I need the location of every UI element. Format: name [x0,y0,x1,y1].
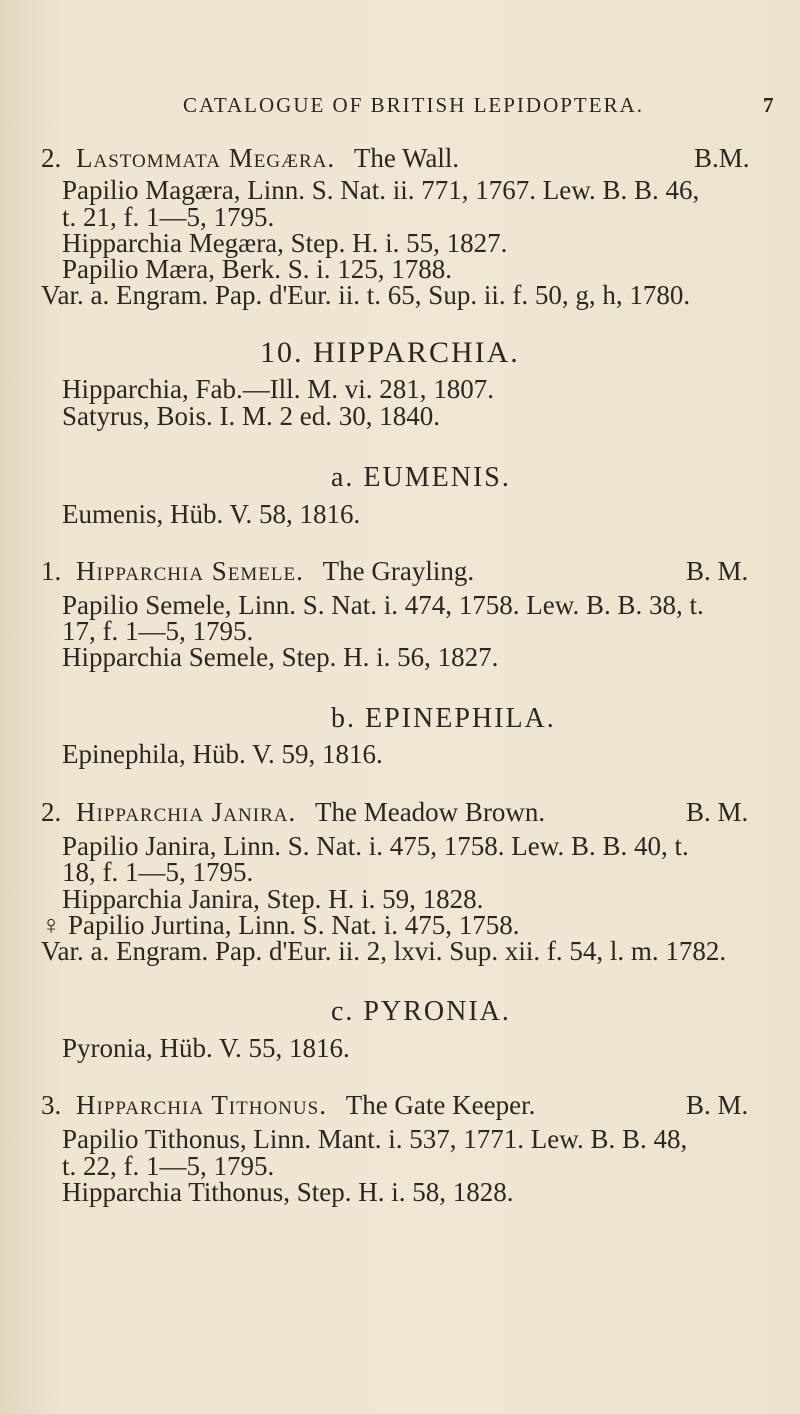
female-synonym-line: ♀ Papilio Jurtina, Linn. S. Nat. i. 475, 1758. [41,910,520,940]
subgenus-heading: c. PYRONIA. [331,996,511,1027]
common-name: The Gate Keeper. [345,1090,536,1120]
species-number: 1. [41,556,62,586]
synonym-line: 17, f. 1—5, 1795. [62,616,254,646]
synonym-line: 18, f. 1—5, 1795. [62,857,254,887]
synonym-line: Papilio Tithonus, Linn. Mant. i. 537, 1771. Lew. B. B. 48, [62,1124,688,1154]
synonym-line: Papilio Janira, Linn. S. Nat. i. 475, 1758. Lew. B. B. 40, t. [62,831,689,861]
genus-heading: 10. HIPPARCHIA. [260,336,520,369]
genus-synonym: Hipparchia, Fab.—Ill. M. vi. 281, 1807. [62,374,494,404]
subgenus-heading: a. EUMENIS. [331,462,511,493]
synonym-line: Hipparchia Megæra, Step. H. i. 55, 1827. [62,228,508,258]
species-number: 2. [41,143,62,173]
synonym-line: Papilio Semele, Linn. S. Nat. i. 474, 1758. Lew. B. B. 38, t. [62,590,704,620]
running-head-title: CATALOGUE OF BRITISH LEPIDOPTERA. [183,93,644,117]
common-name: The Grayling. [322,556,475,586]
species-number: 2. [41,797,62,827]
synonym-line: Hipparchia Tithonus, Step. H. i. 58, 1828. [62,1177,514,1207]
variety-line: Var. a. Engram. Pap. d'Eur. ii. 2, lxvi. Sup. xii. f. 54, l. m. 1782. [41,936,727,966]
common-name: The Meadow Brown. [314,797,546,827]
genus-synonym: Satyrus, Bois. I. M. 2 ed. 30, 1840. [62,401,440,431]
synonym-line: Hipparchia Semele, Step. H. i. 56, 1827. [62,642,499,672]
collection-ref: B. M. [686,797,749,827]
species-name: Hipparchia Semele. [76,556,304,586]
variety-line: Var. a. Engram. Pap. d'Eur. ii. t. 65, Sup. ii. f. 50, g, h, 1780. [41,280,691,310]
species-heading-megaera [41,143,459,173]
synonym-line: Papilio Mæra, Berk. S. i. 125, 1788. [62,254,452,284]
species-heading-semele [41,556,474,586]
synonym-line: Hipparchia Janira, Step. H. i. 59, 1828. [62,884,484,914]
collection-ref: B. M. [686,1090,749,1120]
synonym-line: t. 21, f. 1—5, 1795. [62,202,275,232]
subgenus-heading: b. EPINEPHILA. [331,703,556,734]
species-heading-janira [41,797,545,827]
species-name: Hipparchia Tithonus. [76,1090,327,1120]
synonym-line: Papilio Magæra, Linn. S. Nat. ii. 771, 1767. Lew. B. B. 46, [62,175,700,205]
page-number: 7 [763,93,776,117]
common-name: The Wall. [353,143,460,173]
species-name: Lastommata Megæra. [76,143,336,173]
collection-ref: B. M. [686,556,749,586]
subgenus-synonym: Eumenis, Hüb. V. 58, 1816. [62,499,361,529]
collection-ref: B.M. [694,143,750,173]
species-name: Hipparchia Janira. [76,797,297,827]
species-number: 3. [41,1090,62,1120]
subgenus-synonym: Epinephila, Hüb. V. 59, 1816. [62,739,383,769]
species-heading-tithonus [41,1090,535,1120]
synonym-line: t. 22, f. 1—5, 1795. [62,1151,275,1181]
subgenus-synonym: Pyronia, Hüb. V. 55, 1816. [62,1033,350,1063]
